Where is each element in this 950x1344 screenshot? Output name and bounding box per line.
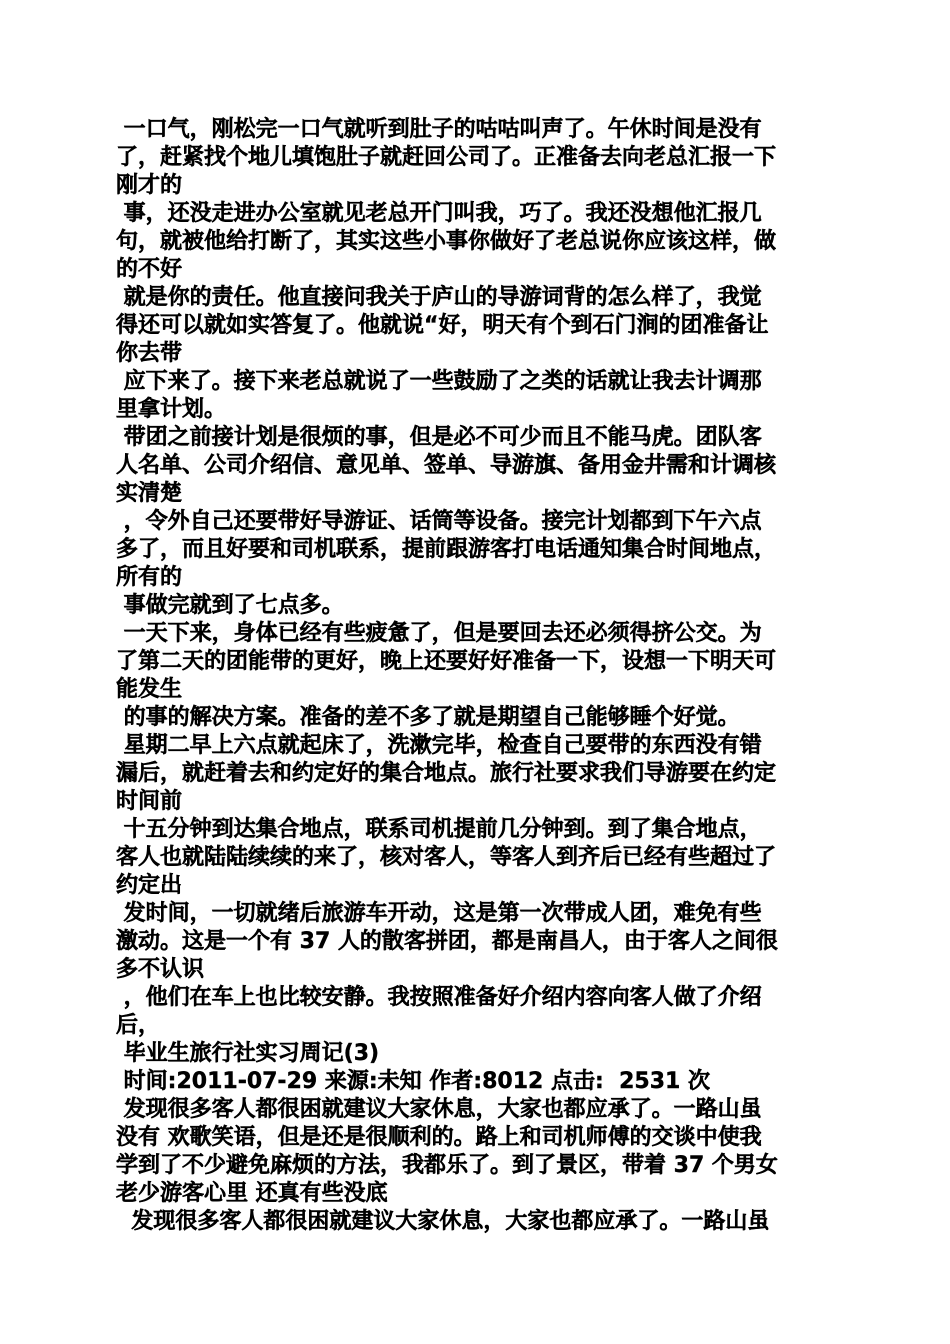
- article-meta: 时间:2011-07-29 来源:未知 作者:8012 点击: 2531 次: [116, 1069, 710, 1094]
- text-line: 了第二天的团能带的更好，晚上还要好好准备一下，设想一下明天可: [116, 649, 777, 674]
- text-line: 所有的: [116, 565, 183, 590]
- text-line: 就是你的责任。他直接问我关于庐山的导游词背的怎么样了，我觉: [116, 285, 762, 310]
- text-line: 漏后，就赶着去和约定好的集合地点。旅行社要求我们导游要在约定: [116, 761, 777, 786]
- text-line: 约定出: [116, 873, 183, 898]
- text-line: 发现很多客人都很困就建议大家休息，大家也都应承了。一路山虽: [116, 1209, 770, 1234]
- text-line: 十五分钟到达集合地点，联系司机提前几分钟到。到了集合地点，: [116, 817, 762, 842]
- text-line: 没有 欢歌笑语，但是还是很顺利的。路上和司机师傅的交谈中使我: [116, 1125, 762, 1150]
- text-line: 应下来了。接下来老总就说了一些鼓励了之类的话就让我去计调那: [116, 369, 762, 394]
- document-body: [116, 116, 838, 1236]
- text-line: 实清楚: [116, 481, 183, 506]
- text-line: 一天下来，身体已经有些疲惫了，但是要回去还必须得挤公交。为: [116, 621, 762, 646]
- text-line: 老少游客心里 还真有些没底: [116, 1181, 388, 1206]
- text-line: 人名单、公司介绍信、意见单、签单、导游旗、备用金井需和计调核: [116, 453, 777, 478]
- text-line: 多不认识: [116, 957, 205, 982]
- article-title: 毕业生旅行社实习周记(3): [116, 1041, 380, 1066]
- text-line: 学到了不少避免麻烦的方法，我都乐了。到了景区，带着 37 个男女: [116, 1153, 778, 1178]
- text-line: 一口气，刚松完一口气就听到肚子的咕咕叫声了。午休时间是没有: [116, 117, 762, 142]
- text-line: ，令外自己还要带好导游证、话筒等设备。接完计划都到下午六点: [116, 509, 762, 534]
- text-line: ，他们在车上也比较安静。我按照准备好介绍内容向客人做了介绍: [116, 985, 762, 1010]
- text-line: 激动。这是一个有 37 人的散客拼团，都是南昌人，由于客人之间很: [116, 929, 778, 954]
- text-line: 星期二早上六点就起床了，洗漱完毕，检查自己要带的东西没有错: [116, 733, 762, 758]
- text-line: 句，就被他给打断了，其实这些小事你做好了老总说你应该这样，做: [116, 229, 777, 254]
- text-line: 刚才的: [116, 173, 183, 198]
- text-line: 客人也就陆陆续续的来了，核对客人，等客人到齐后已经有些超过了: [116, 845, 777, 870]
- text-line: 得还可以就如实答复了。他就说“好，明天有个到石门涧的团准备让: [116, 313, 769, 338]
- text-line: 了，赶紧找个地儿填饱肚子就赶回公司了。正准备去向老总汇报一下: [116, 145, 777, 170]
- text-line: 能发生: [116, 677, 183, 702]
- text-line: 事，还没走进办公室就见老总开门叫我，巧了。我还没想他汇报几: [116, 201, 762, 226]
- text-line: 的事的解决方案。准备的差不多了就是期望自己能够睡个好觉。: [116, 705, 740, 730]
- text-line: 发时间，一切就绪后旅游车开动，这是第一次带成人团，难免有些: [116, 901, 762, 926]
- text-line: 里拿计划。: [116, 397, 227, 422]
- text-line: 后，: [116, 1013, 161, 1038]
- text-line: 时间前: [116, 789, 183, 814]
- text-line: 你去带: [116, 341, 183, 366]
- text-line: 事做完就到了七点多。: [116, 593, 344, 618]
- text-line: 带团之前接计划是很烦的事，但是必不可少而且不能马虎。团队客: [116, 425, 762, 450]
- text-line: 发现很多客人都很困就建议大家休息，大家也都应承了。一路山虽: [116, 1097, 762, 1122]
- text-line: 的不好: [116, 257, 183, 282]
- text-line: 多了，而且好要和司机联系，提前跟游客打电话通知集合时间地点，: [116, 537, 777, 562]
